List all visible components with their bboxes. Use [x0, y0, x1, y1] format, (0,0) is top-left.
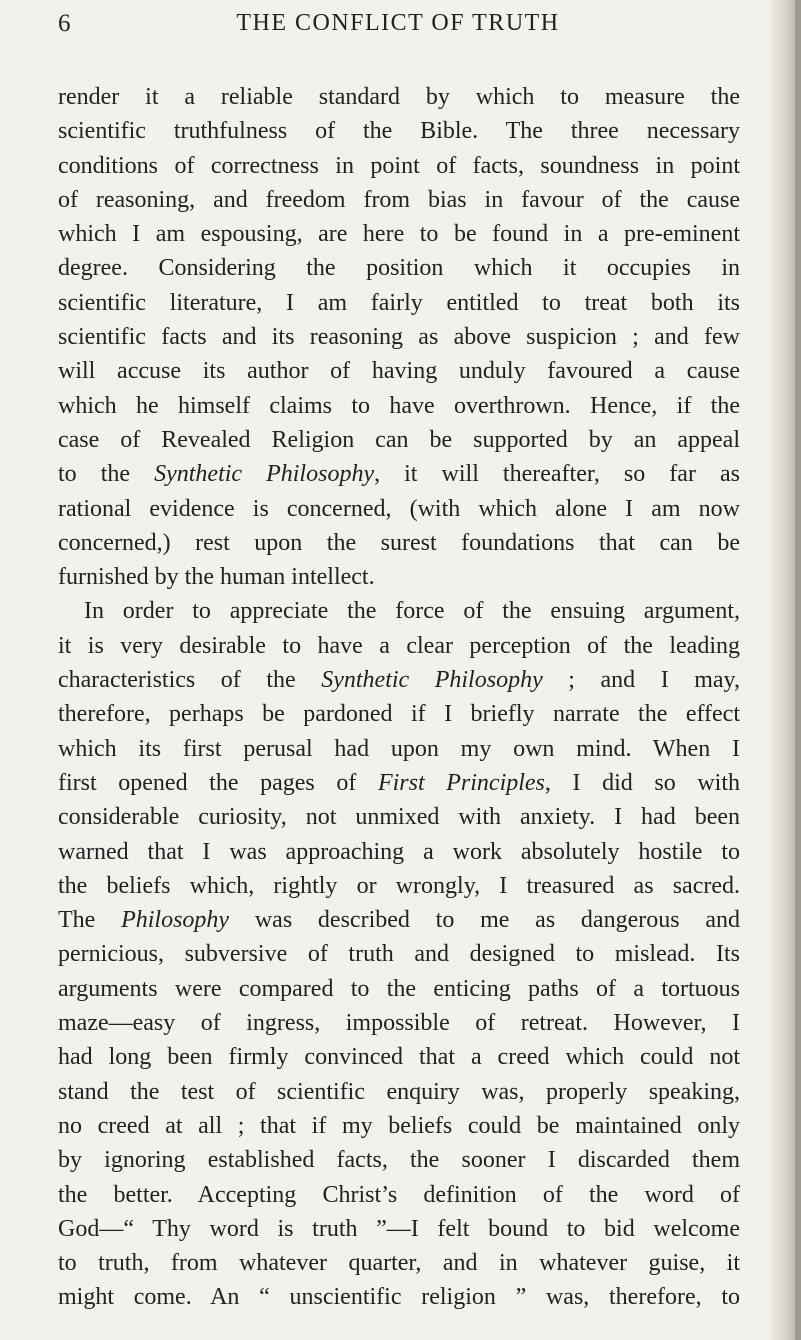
text-line: [58, 972, 740, 1006]
text-line: [58, 492, 740, 526]
text-segment: case of Revealed Religion can be supported by an appeal: [58, 426, 740, 453]
italic-title: First Principles: [377, 769, 545, 796]
text-segment: characteristics of the: [58, 667, 322, 694]
text-segment: scientific facts and its reasoning as above suspicion ; and few: [58, 324, 740, 351]
text-line: [58, 114, 740, 148]
text-segment: to the: [58, 461, 155, 488]
page-edge-shadow: [795, 0, 801, 1340]
text-line: [58, 183, 740, 217]
text-segment: , it will thereafter, so far as: [374, 461, 740, 488]
italic-title: Philosophy: [121, 907, 230, 934]
text-line: [58, 1246, 740, 1280]
text-segment: degree. Considering the position which it occupies in: [58, 255, 740, 282]
text-segment: will accuse its author of having unduly favoured a cause: [58, 358, 740, 385]
text-line: [58, 423, 740, 457]
text-segment: which he himself claims to have overthrown. Hence, if the: [58, 392, 740, 419]
text-segment: conditions of correctness in point of facts, soundness in point: [58, 152, 740, 179]
text-segment: by ignoring established facts, the sooner I discarded them: [58, 1147, 740, 1174]
text-segment: which I am espousing, are here to be found in a pre-eminent: [58, 221, 740, 248]
text-line: [58, 1006, 740, 1040]
text-segment: scientific literature, I am fairly entitled to treat both its: [58, 289, 740, 316]
text-segment: rational evidence is concerned, (with which alone I am now: [58, 495, 740, 522]
text-segment: arguments were compared to the enticing paths of a tortuous: [58, 975, 740, 1002]
text-line: [58, 1040, 740, 1074]
text-line: [58, 1109, 740, 1143]
text-segment: stand the test of scientific enquiry was, properly speaking,: [58, 1078, 740, 1105]
page-header: [0, 0, 770, 70]
text-segment: The: [58, 907, 122, 934]
text-segment: In order to appreciate the force of the ensuing argument,: [84, 598, 740, 625]
text-segment: concerned,) rest upon the surest foundations that can be: [58, 529, 740, 556]
text-line: [58, 732, 740, 766]
italic-title: Synthetic Philosophy: [154, 461, 375, 488]
text-segment: , I did so with: [544, 769, 741, 796]
text-segment: pernicious, subversive of truth and designed to mislead. Its: [58, 941, 740, 968]
running-title: THE CONFLICT OF TRUTH: [236, 10, 560, 36]
text-line: [58, 80, 740, 114]
text-line: [58, 251, 740, 285]
text-segment: the beliefs which, rightly or wrongly, I treasured as sacred.: [58, 872, 740, 899]
text-line: [58, 286, 740, 320]
italic-title: Synthetic Philosophy: [321, 667, 543, 694]
text-segment: of reasoning, and freedom from bias in favour of the cause: [58, 186, 740, 213]
body-text: [58, 80, 740, 1315]
text-segment: therefore, perhaps be pardoned if I briefly narrate the effect: [58, 701, 740, 728]
text-line: [58, 629, 740, 663]
text-segment: considerable curiosity, not unmixed with anxiety. I had been: [58, 804, 740, 831]
text-line: [58, 903, 740, 937]
text-segment: it is very desirable to have a clear perception of the leading: [58, 632, 740, 659]
text-line: [58, 389, 740, 423]
text-segment: to truth, from whatever quarter, and in whatever guise, it: [58, 1250, 740, 1277]
text-segment: render it a reliable standard by which to measure the: [58, 84, 740, 110]
text-line: [58, 1178, 740, 1212]
text-segment: first opened the pages of: [58, 769, 378, 796]
text-segment: was described to me as dangerous and: [229, 907, 740, 934]
text-line: [58, 800, 740, 834]
text-segment: had long been firmly convinced that a creed which could not: [58, 1044, 740, 1071]
text-segment: the better. Accepting Christ’s definition of the word of: [58, 1181, 740, 1208]
text-line: [58, 526, 740, 560]
text-segment: which its first perusal had upon my own mind. When I: [58, 735, 740, 762]
text-line: [58, 320, 740, 354]
text-line: [58, 766, 740, 800]
text-line: [58, 869, 740, 903]
text-segment: God—“ Thy word is truth ”—I felt bound to bid welcome: [58, 1215, 740, 1242]
text-line: [58, 835, 740, 869]
text-line: [58, 457, 740, 491]
text-segment: furnished by the human intellect.: [58, 564, 375, 591]
text-segment: ; and I may,: [542, 667, 740, 694]
text-line: [58, 149, 740, 183]
text-segment: might come. An “ unscientific religion ” was, therefore, to: [58, 1284, 740, 1311]
text-segment: scientific truthfulness of the Bible. The three necessary: [58, 118, 740, 145]
text-line: [58, 594, 740, 628]
text-line: [58, 1212, 740, 1246]
text-line: [58, 663, 740, 697]
text-line: [58, 217, 740, 251]
text-line: [58, 560, 740, 594]
text-segment: maze—easy of ingress, impossible of retreat. However, I: [58, 1010, 740, 1037]
text-segment: warned that I was approaching a work absolutely hostile to: [58, 838, 740, 865]
text-line: [58, 354, 740, 388]
text-line: [58, 937, 740, 971]
text-line: [58, 697, 740, 731]
page-number: 6: [58, 10, 71, 37]
text-line: [58, 1280, 740, 1314]
text-segment: no creed at all ; that if my beliefs could be maintained only: [58, 1112, 740, 1139]
text-line: [58, 1143, 740, 1177]
text-line: [58, 1075, 740, 1109]
